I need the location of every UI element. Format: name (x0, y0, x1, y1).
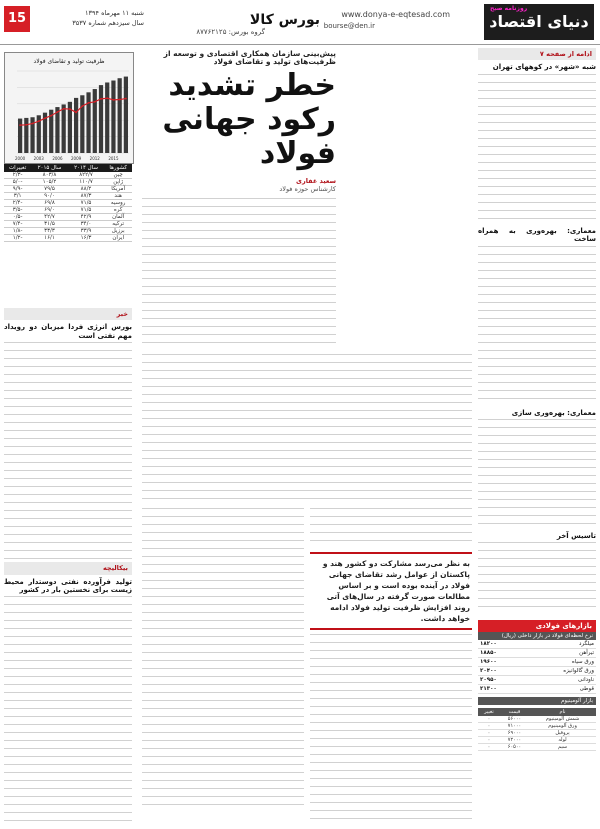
table-cell: -۱/۲ (4, 235, 31, 242)
price-row (478, 640, 596, 649)
table-cell: ۳/۱ (4, 193, 31, 200)
table-row (4, 179, 132, 186)
table-cell: ۰ (478, 744, 500, 751)
price-row (478, 676, 596, 685)
table-cell: ۸۰۳/۸ (31, 172, 68, 179)
table-header-row (478, 708, 596, 716)
news-label: خبر (4, 308, 132, 320)
table-cell: ۶۹/۸ (31, 200, 68, 207)
article-body (310, 634, 472, 823)
price-label: قوطی (579, 686, 594, 692)
price-label: ناودانی (578, 677, 594, 683)
price-row (478, 658, 596, 667)
article-body (478, 74, 596, 224)
subheading: معماری: بهره‌وری به همراه ساخت (478, 226, 596, 244)
point-production (63, 108, 65, 110)
table-cell: ۶۹/۰ (31, 207, 68, 214)
table-cell: ۰ (478, 730, 500, 737)
price-value: ۱۹۶۰۰ (480, 659, 497, 665)
point-production (57, 111, 59, 113)
country-production-table (4, 164, 132, 242)
table-cell: -۷/۴ (4, 221, 31, 228)
price-row (478, 649, 596, 658)
table-cell: -۹/۹ (4, 186, 31, 193)
issue-date (34, 8, 144, 28)
right-column (478, 48, 596, 614)
point-production (25, 124, 27, 126)
table-cell: ۴۲/۷ (31, 214, 68, 221)
subheading: تاسیس آخر (556, 532, 596, 541)
table-cell: ۸۸/۲ (68, 186, 105, 193)
article-body (142, 508, 304, 808)
table-cell: ۹۰/۰ (31, 193, 68, 200)
table-cell: روسیه (104, 200, 132, 207)
article-body (142, 354, 472, 504)
chart-svg (5, 53, 133, 163)
bar-capacity (24, 118, 28, 153)
point-production (106, 97, 108, 99)
table-cell: چین (104, 172, 132, 179)
lower-col (142, 508, 304, 823)
table-row (4, 200, 132, 207)
price-value: ۲۰۴۰۰ (480, 668, 497, 674)
page-number: 15 (4, 6, 30, 32)
price-value: ۱۸۲۰۰ (480, 641, 497, 647)
article-body (478, 419, 596, 529)
point-production (125, 98, 127, 100)
article-body (478, 246, 596, 406)
table-cell: ۸۲۲/۷ (68, 172, 105, 179)
table-cell: ۴۲/۹ (68, 214, 105, 221)
table-body (4, 172, 132, 242)
column-header: تغییرات (4, 164, 31, 172)
table-cell: ۷۱۰۰۰ (500, 723, 529, 730)
table-cell: ۱۶/۳ (68, 235, 105, 242)
author-name: سعید غفاری (296, 176, 336, 185)
point-production (50, 115, 52, 117)
table-cell: ۶۹۰۰۰ (500, 730, 529, 737)
article-body (4, 596, 132, 823)
column-header: سال ۲۰۱۵ (31, 164, 68, 172)
point-production (44, 117, 46, 119)
table-body (478, 716, 596, 751)
author-role: کارشناس حوزه فولاد (279, 185, 336, 194)
news-label: بیکالیچه (4, 562, 132, 574)
table-row (478, 730, 596, 737)
logo-text: دنیای اقتصاد (489, 12, 589, 31)
table-row (4, 186, 132, 193)
price-label: ورق گالوانیزه (563, 668, 594, 674)
chart-title: ظرفیت تولید و تقاضای فولاد (33, 58, 105, 65)
column-header: کشورها (104, 164, 132, 172)
bar-capacity (80, 95, 84, 153)
point-production (81, 105, 83, 107)
article-title: بورس انرژی فردا میزبان دو رویداد مهم نفتی است (4, 323, 132, 340)
section-email[interactable]: bourse@den.ir (323, 22, 375, 30)
point-production (100, 98, 102, 100)
logo-tag: روزنامه صبح (490, 5, 528, 12)
pull-quote: به نظر می‌رسد مشارکت دو کشور هند و پاکستان از عوامل رشد تقاضای جهانی فولاد در آینده بوده است و بر اساس مطالعات صورت گرفته در سال‌های آتی روند افزایش ظرفیت تولید فولاد ادامه خواهد داشت. (310, 552, 472, 630)
price-value: ۱۸۸۵۰ (480, 650, 497, 656)
table-cell: ۳۴/۰ (68, 221, 105, 228)
price-rows (478, 640, 596, 694)
table-cell: ۶۰۵۰۰ (500, 744, 529, 751)
article-body (478, 542, 596, 614)
price-value: ۲۱۳۰۰ (480, 686, 497, 692)
table-cell: ۱۱۰/۷ (68, 179, 105, 186)
bar-capacity (118, 78, 122, 153)
table-cell: ترکیه (104, 221, 132, 228)
column-header: قیمت (500, 708, 529, 716)
column-header: نام (529, 708, 596, 716)
table-cell: -۱/۸ (4, 228, 31, 235)
table-cell: ۵۶۰۰۰ (500, 716, 529, 723)
table-row (4, 228, 132, 235)
bar-capacity (55, 107, 59, 153)
section-title: بورس کالا (249, 12, 320, 28)
column-header: سال ۲۰۱۴ (68, 164, 105, 172)
article-body (4, 342, 132, 562)
table-cell: ۷۹/۵ (31, 186, 68, 193)
subheading: معماری: بهره‌وری سازی (511, 408, 596, 417)
table-cell: سیم (529, 744, 596, 751)
article-body (310, 508, 472, 548)
point-production (19, 124, 21, 126)
table-cell: ۳۳/۳ (31, 228, 68, 235)
point-production (75, 111, 77, 113)
bar-capacity (74, 98, 78, 153)
date-line: شنبه ۱۱ مهرماه ۱۳۹۴ (85, 9, 144, 17)
price-value: ۲۰۹۵۰ (480, 677, 497, 683)
table-cell: آمریکا (104, 186, 132, 193)
article-body (142, 198, 336, 348)
table-cell: ۷۱/۵ (68, 207, 105, 214)
table-cell: -۲/۴ (4, 200, 31, 207)
table-cell: برزیل (104, 228, 132, 235)
table-cell: ۷۱/۵ (68, 200, 105, 207)
issue-line: سال سیزدهم شماره ۳۵۳۷ (72, 19, 144, 27)
table-cell: ۱۰۵/۲ (31, 179, 68, 186)
article-title: تولید فرآورده نفتی دوستدار محیط زیست برای نخستین بار در کشور (4, 577, 132, 595)
table-row (4, 207, 132, 214)
site-url[interactable]: www.donya-e-eqtesad.com (341, 10, 450, 19)
point-production (88, 102, 90, 104)
table-cell: ۷۲۰۰۰ (500, 737, 529, 744)
article-title: شبه «شهر» در کوههای تهران (492, 63, 596, 72)
x-tick-label: 2012 (89, 156, 100, 161)
table-cell: ورق آلومینیوم (529, 723, 596, 730)
price-box-subtitle: نرخ لحظه‌ای فولاد در بازار داخلی (ریال) (478, 632, 596, 640)
bar-capacity (99, 85, 103, 153)
table-cell: ۸۷/۳ (68, 193, 105, 200)
bar-capacity (93, 89, 97, 153)
table-cell: کره (104, 207, 132, 214)
headline-block (142, 50, 336, 348)
price-label: تیرآهن (579, 650, 594, 656)
table-cell: -۲/۳ (4, 172, 31, 179)
lower-col (310, 508, 472, 823)
table-header-row (4, 164, 132, 172)
lower-columns (142, 508, 472, 823)
point-production (113, 99, 115, 101)
table-cell: ژاپن (104, 179, 132, 186)
line-production (20, 98, 126, 125)
table-cell: لوله (529, 737, 596, 744)
table-cell: -۰/۵ (4, 214, 31, 221)
price-box-title: بازارهای فولادی (478, 620, 596, 632)
table-cell: شمش آلومینیوم (529, 716, 596, 723)
table-cell: ۱۶/۱ (31, 235, 68, 242)
page-header (0, 0, 600, 45)
point-production (69, 108, 71, 110)
table-cell: ۰ (478, 716, 500, 723)
x-tick-label: 2000 (15, 156, 26, 161)
bar-capacity (62, 104, 66, 153)
table-row (4, 235, 132, 242)
bar-capacity (18, 119, 22, 153)
table-row (4, 214, 132, 221)
aluminium-subtitle: بازار آلومینیوم (478, 697, 596, 705)
newspaper-logo (484, 4, 594, 40)
bar-capacity (124, 77, 128, 153)
x-tick-label: 2015 (108, 156, 119, 161)
table-row (4, 221, 132, 228)
point-production (32, 123, 34, 125)
headline-kicker: پیش‌بینی سازمان همکاری اقتصادی و توسعه از ظرفیت‌های تولید و تقاضای فولاد (163, 49, 336, 67)
table-cell: ۰ (478, 723, 500, 730)
x-tick-label: 2006 (52, 156, 63, 161)
price-label: میلگرد (579, 641, 594, 647)
middle-column (142, 48, 472, 823)
table-cell: ۰ (478, 737, 500, 744)
table-cell: ۳۳/۹ (68, 228, 105, 235)
x-tick-label: 2003 (33, 156, 44, 161)
bar-capacity (111, 81, 115, 153)
continued-label: ادامه از صفحه ۷ (478, 48, 596, 60)
column-header: تغییر (478, 708, 500, 716)
section-phone: گروه بورس: ۸۷۷۶۲۱۲۵ (196, 28, 265, 36)
point-production (94, 101, 96, 103)
price-row (478, 667, 596, 676)
bar-capacity (105, 82, 109, 153)
table-row (478, 723, 596, 730)
steel-chart (4, 52, 134, 164)
price-label: ورق سیاه (571, 659, 594, 665)
steel-price-box (478, 620, 596, 751)
point-production (119, 99, 121, 101)
table-cell: ۳۱/۵ (31, 221, 68, 228)
table-row (478, 744, 596, 751)
table-cell: -۳/۵ (4, 207, 31, 214)
x-tick-label: 2009 (71, 156, 82, 161)
bar-capacity (86, 92, 90, 153)
table-cell: -۵/۰ (4, 179, 31, 186)
table-cell: هند (104, 193, 132, 200)
table-row (4, 193, 132, 200)
table-cell: پروفیل (529, 730, 596, 737)
table-cell: ایران (104, 235, 132, 242)
point-production (38, 120, 40, 122)
price-row (478, 685, 596, 694)
table-row (478, 737, 596, 744)
table-cell: آلمان (104, 214, 132, 221)
main-headline: خطر تشدید رکود جهانی فولاد (162, 67, 336, 171)
aluminium-table (478, 708, 596, 751)
